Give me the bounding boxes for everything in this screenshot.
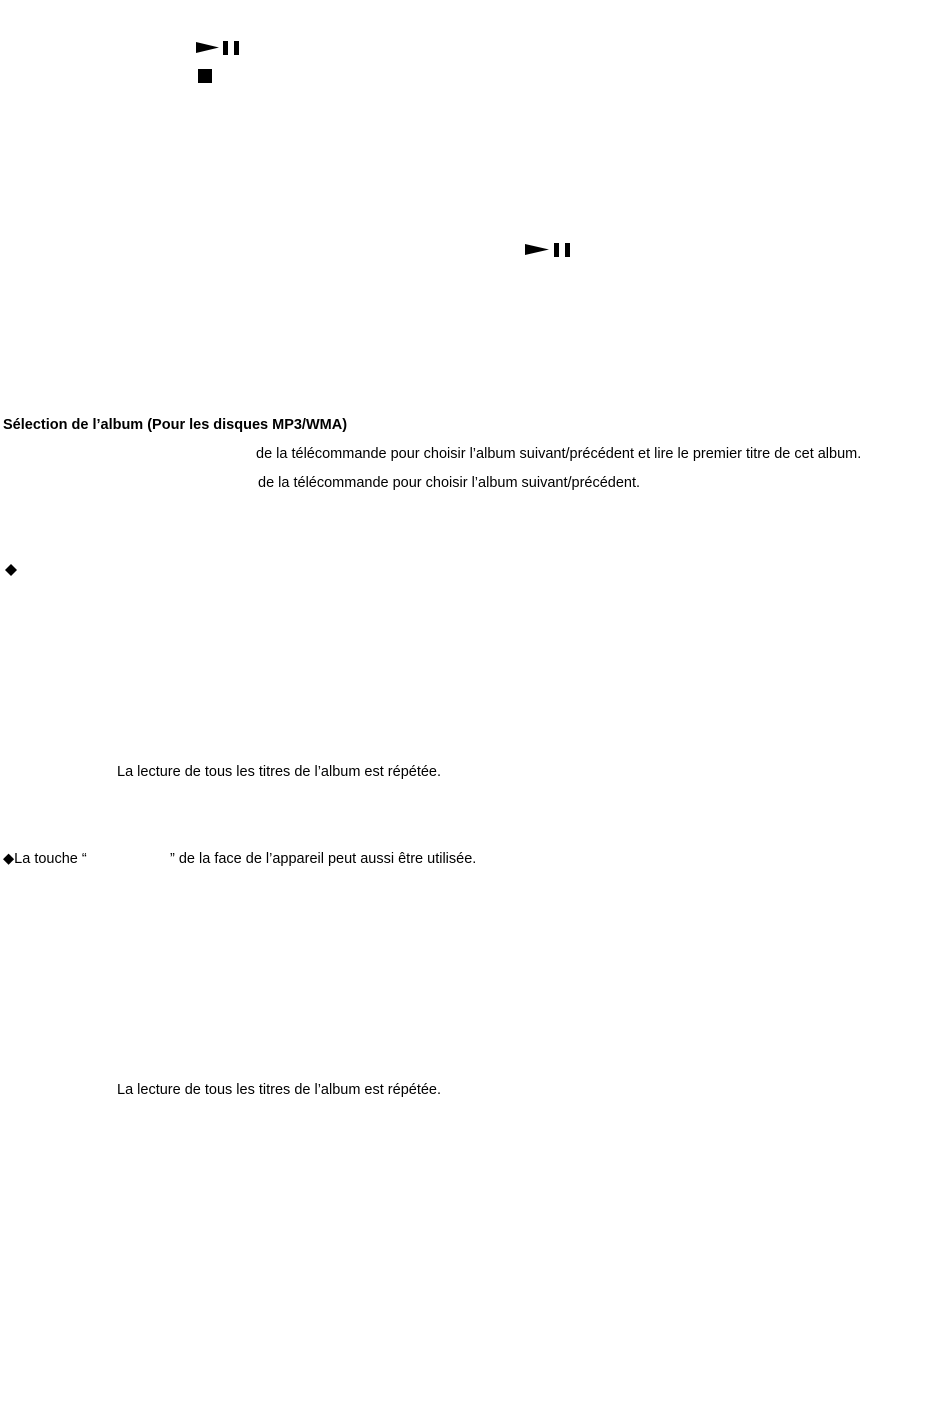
front-panel-note: [3, 850, 87, 868]
note-suffix: ” de la face de l’appareil peut aussi être utilisée.: [170, 851, 477, 867]
stop-icon: [198, 69, 213, 84]
diamond-bullet-icon: ◆: [3, 851, 15, 867]
instruction-line: de la télécommande pour choisir l’album suivant/précédent et lire le premier titre de cet album.: [256, 446, 862, 462]
repeat-note: La lecture de tous les titres de l’album est répétée.: [117, 764, 442, 780]
section-heading: Sélection de l’album (Pour les disques MP3/WMA): [3, 417, 348, 433]
diamond-bullet-icon: [5, 564, 17, 576]
play-pause-icon: [196, 40, 246, 56]
repeat-note: La lecture de tous les titres de l’album est répétée.: [117, 1082, 442, 1098]
note-prefix: La touche “: [14, 851, 87, 867]
play-pause-icon: [525, 242, 575, 258]
instruction-line: de la télécommande pour choisir l’album suivant/précédent.: [258, 475, 641, 491]
